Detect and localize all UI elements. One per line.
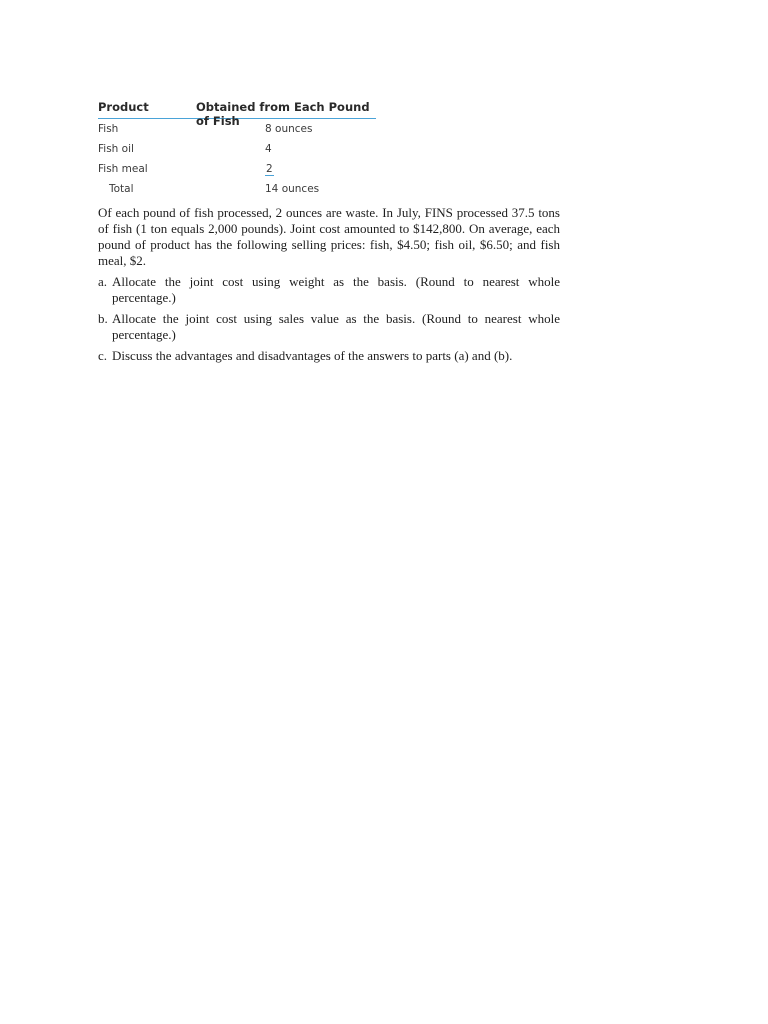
list-item <box>98 274 560 306</box>
table-row <box>98 159 376 179</box>
list-item <box>98 348 560 364</box>
table-row <box>98 139 376 159</box>
question-label: c. <box>98 348 108 363</box>
table-row <box>98 119 376 139</box>
header-product: Product <box>98 100 149 114</box>
table-total-row <box>98 179 376 199</box>
table-header-row <box>98 98 376 128</box>
question-text: Allocate the joint cost using weight as the basis. (Round to nearest whole percentage.) <box>112 274 560 305</box>
question-list <box>98 274 560 364</box>
row-amount: 2 <box>266 163 273 175</box>
problem-paragraph: Of each pound of fish processed, 2 ounces are waste. In July, FINS processed 37.5 tons of fish (1 ton equals 2,000 pounds). Joint cost amounted to $142,800. On average, each pound of product has the following selling prices: fish, $4.50; fish oil, $6.50; and fish meal, $2. <box>98 205 560 268</box>
row-product: Fish <box>98 123 119 135</box>
product-yield-table <box>98 98 376 199</box>
header-obtained: Obtained from Each Pound of Fish <box>196 100 370 128</box>
row-amount: 8 ounces <box>265 123 313 135</box>
problem-content <box>98 98 560 369</box>
row-product: Fish oil <box>98 143 134 155</box>
question-label: a. <box>98 274 108 289</box>
row-product: Fish meal <box>98 163 148 175</box>
row-amount: 4 <box>265 143 272 155</box>
question-label: b. <box>98 311 108 326</box>
question-text: Discuss the advantages and disadvantages of the answers to parts (a) and (b). <box>112 348 513 363</box>
total-amount-value: 14 ounces <box>265 183 320 195</box>
total-amount <box>265 183 319 195</box>
question-text: Allocate the joint cost using sales value as the basis. (Round to nearest whole percentage.) <box>112 311 560 342</box>
total-label: Total <box>109 183 134 195</box>
list-item <box>98 311 560 343</box>
